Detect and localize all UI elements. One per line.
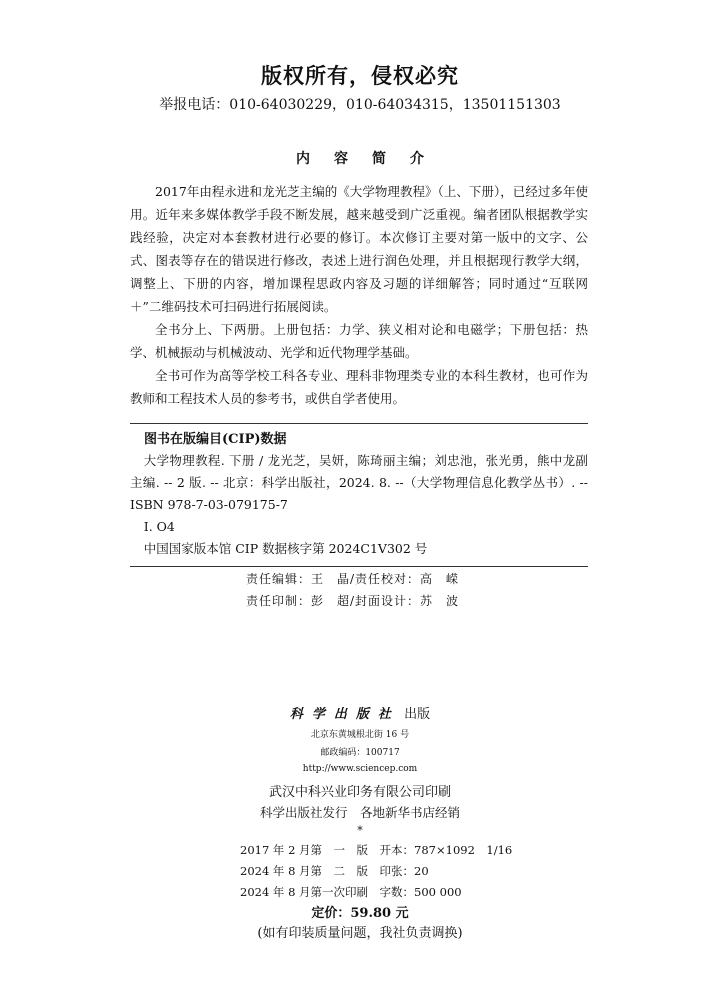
cip-data-block — [130, 450, 588, 560]
summary-paragraph: 全书可作为高等学校工科各专业、理科非物理类专业的本科生教材，也可作为教师和工程技术人员的参考书，或供自学者使用。 — [130, 368, 588, 406]
publisher-suffix: 出版 — [404, 707, 431, 722]
summary-paragraph: 全书分上、下两册。上册包括：力学、狭义相对论和电磁学；下册包括：热学、机械振动与机械波动、光学和近代物理学基础。 — [130, 322, 588, 360]
cip-bottom-divider — [130, 566, 588, 567]
cip-classification: Ⅰ. O4 — [143, 519, 175, 534]
edition-line: 2024 年 8 月第一次印刷 字数：500 000 — [240, 885, 462, 899]
publisher-line — [0, 703, 720, 722]
publisher-website: http://www.sciencep.com — [302, 764, 418, 774]
staff-line-editors: 责任编辑：王 晶/责任校对：高 嵘 — [246, 572, 460, 586]
cip-title: 图书在版编目(CIP)数据 — [144, 432, 287, 447]
cip-top-divider — [130, 423, 588, 424]
distribution-line: 科学出版社发行 各地新华书店经销 — [259, 805, 460, 820]
publisher-postcode: 邮政编码：100717 — [320, 748, 400, 758]
report-hotline: 举报电话：010-64030229，010-64034315，13501151303 — [159, 97, 561, 113]
quality-notice: (如有印装质量问题，我社负责调换) — [257, 926, 463, 941]
cip-entry: 大学物理教程. 下册 / 龙光芝，吴妍，陈琦丽主编；刘忠池，张光勇，熊中龙副主编. -- 2 版. -- 北京：科学出版社，2024. 8. --（大学物理信息化教学丛书）. -- ISBN 978-7-03-079175-7 — [130, 453, 588, 512]
summary-heading: 内容简介 — [296, 151, 448, 167]
staff-line-production: 责任印制：彭 超/封面设计：苏 波 — [246, 594, 460, 608]
price-line: 定价：59.80 元 — [311, 906, 409, 921]
printer-line: 武汉中科兴业印务有限公司印刷 — [268, 785, 451, 800]
cip-record-number: 中国国家版本馆 CIP 数据核字第 2024C1V302 号 — [143, 541, 428, 556]
publisher-address: 北京东黄城根北街 16 号 — [310, 730, 410, 740]
summary-text — [130, 180, 588, 410]
edition-line: 2024 年 8 月第 二 版 印张：20 — [240, 864, 429, 878]
edition-line: 2017 年 2 月第 一 版 开本：787×1092 1/16 — [240, 843, 513, 857]
publisher-name: 科学出版社 — [289, 707, 400, 722]
summary-paragraph: 2017年由程永进和龙光芝主编的《大学物理教程》（上、下册），已经过多年使用。近年来多媒体教学手段不断发展，越来越受到广泛重视。编者团队根据教学实践经验，决定对本套教材进行必要的修订。本次修订主要对第一版中的文字、公式、图表等存在的错误进行修改，表述上进行润色处理，并且根据现行教学大纲，调整上、下册的内容，增加课程思政内容及习题的详细解答；同时通过“互联网＋”二维码技术可扫码进行拓展阅读。 — [130, 184, 588, 314]
separator-asterisk: * — [357, 824, 363, 837]
copyright-title: 版权所有，侵权必究 — [261, 63, 459, 88]
